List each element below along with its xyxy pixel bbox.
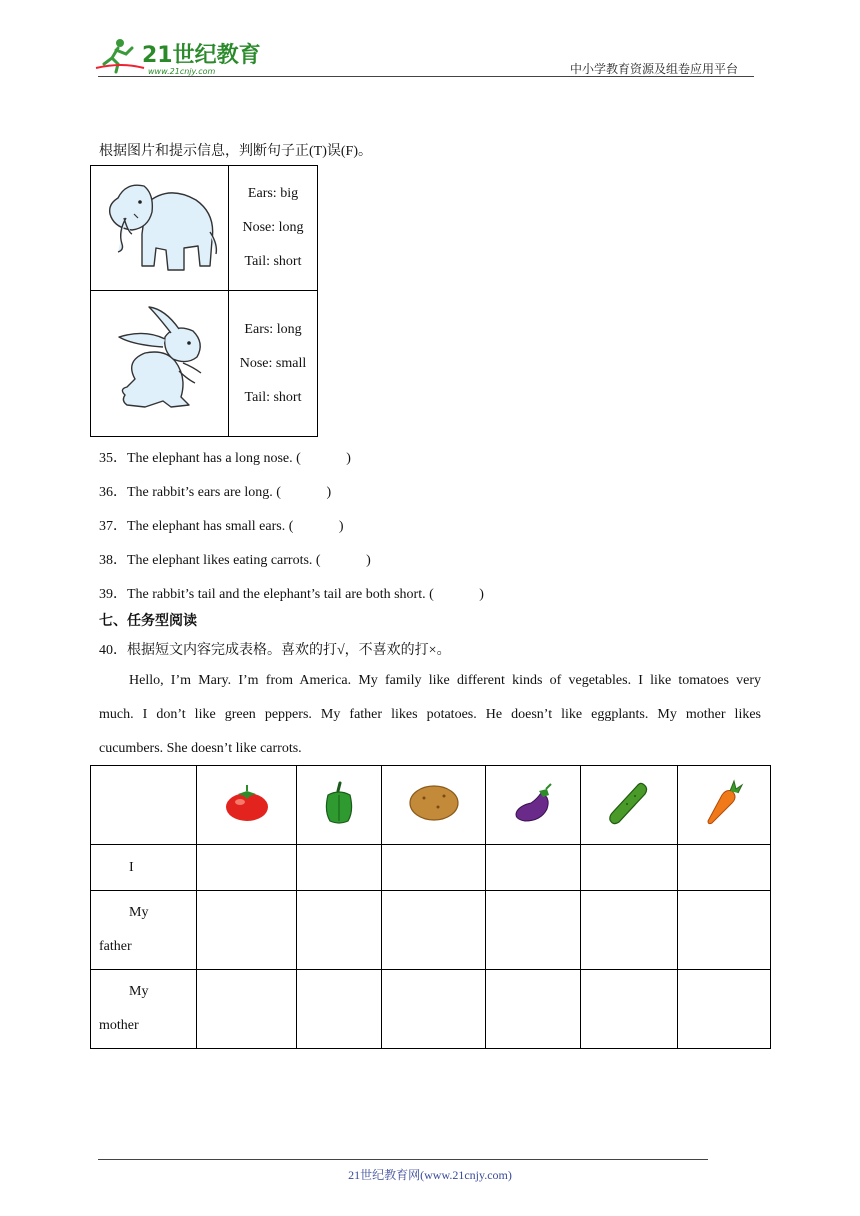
answer-cell[interactable] bbox=[678, 845, 771, 891]
question-36: 36．The rabbit’s ears are long. ( ) bbox=[99, 485, 332, 500]
runner-icon bbox=[96, 39, 144, 72]
row-label-part: mother bbox=[99, 1018, 139, 1033]
answer-cell[interactable] bbox=[382, 970, 486, 1049]
row-label-part: My bbox=[129, 984, 149, 999]
question-37: 37．The elephant has small ears. ( ) bbox=[99, 519, 344, 534]
rabbit-icon bbox=[105, 301, 215, 421]
answer-cell[interactable] bbox=[382, 891, 486, 970]
footer-divider bbox=[98, 1159, 708, 1160]
elephant-ears: Ears: big bbox=[247, 186, 299, 201]
answer-cell[interactable] bbox=[297, 891, 382, 970]
elephant-tail: Tail: short bbox=[244, 254, 302, 269]
rabbit-info bbox=[229, 291, 318, 437]
answer-cell[interactable] bbox=[197, 891, 297, 970]
answer-cell[interactable] bbox=[382, 845, 486, 891]
svg-text:www.21cnjy.com: www.21cnjy.com bbox=[148, 67, 216, 76]
header-divider bbox=[98, 76, 754, 77]
answer-cell[interactable] bbox=[486, 970, 581, 1049]
answer-cell[interactable] bbox=[486, 845, 581, 891]
potato-icon bbox=[408, 783, 460, 823]
row-label-part: father bbox=[99, 939, 132, 954]
vegetable-table bbox=[90, 765, 771, 1049]
answer-cell[interactable] bbox=[486, 891, 581, 970]
animal-table bbox=[90, 165, 318, 437]
site-logo bbox=[92, 34, 272, 78]
passage-line: cucumbers. She doesn’t like carrots. bbox=[99, 741, 302, 756]
answer-cell[interactable] bbox=[678, 891, 771, 970]
eggplant-cell bbox=[486, 766, 581, 845]
eggplant-icon bbox=[511, 783, 555, 823]
instruction: 根据图片和提示信息，判断句子正(T)误(F)。 bbox=[99, 144, 372, 159]
answer-cell[interactable] bbox=[297, 845, 382, 891]
passage-line: much. I don’t like green peppers. My father likes potatoes. He doesn’t like eggplants. My mother likes bbox=[99, 707, 761, 722]
potato-cell bbox=[382, 766, 486, 845]
table-row bbox=[91, 166, 318, 291]
tomato-icon bbox=[224, 783, 270, 823]
rabbit-nose: Nose: small bbox=[239, 355, 307, 371]
task-40: 40．根据短文内容完成表格。喜欢的打√，不喜欢的打×。 bbox=[99, 643, 451, 658]
rabbit-cell bbox=[91, 291, 229, 437]
table-row bbox=[91, 845, 771, 891]
reading-passage bbox=[99, 664, 761, 766]
passage-line: Hello, I’m Mary. I’m from America. My family like different kinds of vegetables. I like tomatoes very bbox=[129, 673, 761, 688]
table-row bbox=[91, 291, 318, 437]
carrot-icon bbox=[704, 779, 744, 827]
rabbit-ears: Ears: long bbox=[244, 321, 302, 337]
table-row bbox=[91, 891, 771, 970]
carrot-cell bbox=[678, 766, 771, 845]
svg-text:21世纪教育: 21世纪教育 bbox=[142, 43, 261, 68]
table-header-row bbox=[91, 766, 771, 845]
answer-cell[interactable] bbox=[678, 970, 771, 1049]
answer-cell[interactable] bbox=[581, 891, 678, 970]
corner-cell bbox=[91, 766, 197, 845]
question-35: 35．The elephant has a long nose. ( ) bbox=[99, 451, 351, 466]
answer-cell[interactable] bbox=[581, 845, 678, 891]
green-pepper-icon bbox=[322, 781, 356, 825]
question-39: 39．The rabbit’s tail and the elephant’s tail are both short. ( ) bbox=[99, 587, 484, 602]
table-row bbox=[91, 970, 771, 1049]
section-title: 七、任务型阅读 bbox=[99, 613, 197, 629]
answer-cell[interactable] bbox=[197, 970, 297, 1049]
pepper-cell bbox=[297, 766, 382, 845]
question-38: 38．The elephant likes eating carrots. ( ) bbox=[99, 553, 371, 568]
row-label-father bbox=[91, 891, 197, 970]
row-label-mother bbox=[91, 970, 197, 1049]
elephant-nose: Nose: long bbox=[242, 220, 304, 235]
elephant-icon bbox=[98, 174, 222, 278]
cucumber-cell bbox=[581, 766, 678, 845]
tomato-cell bbox=[197, 766, 297, 845]
row-label-part: My bbox=[129, 905, 149, 920]
elephant-info bbox=[229, 166, 318, 291]
answer-cell[interactable] bbox=[297, 970, 382, 1049]
elephant-cell bbox=[91, 166, 229, 291]
rabbit-tail: Tail: short bbox=[244, 389, 302, 405]
footer-text[interactable]: 21世纪教育网(www.21cnjy.com) bbox=[348, 1168, 512, 1182]
platform-name: 中小学教育资源及组卷应用平台 bbox=[570, 62, 739, 76]
row-label-i: I bbox=[91, 845, 197, 891]
answer-cell[interactable] bbox=[581, 970, 678, 1049]
answer-cell[interactable] bbox=[197, 845, 297, 891]
cucumber-icon bbox=[607, 780, 651, 826]
